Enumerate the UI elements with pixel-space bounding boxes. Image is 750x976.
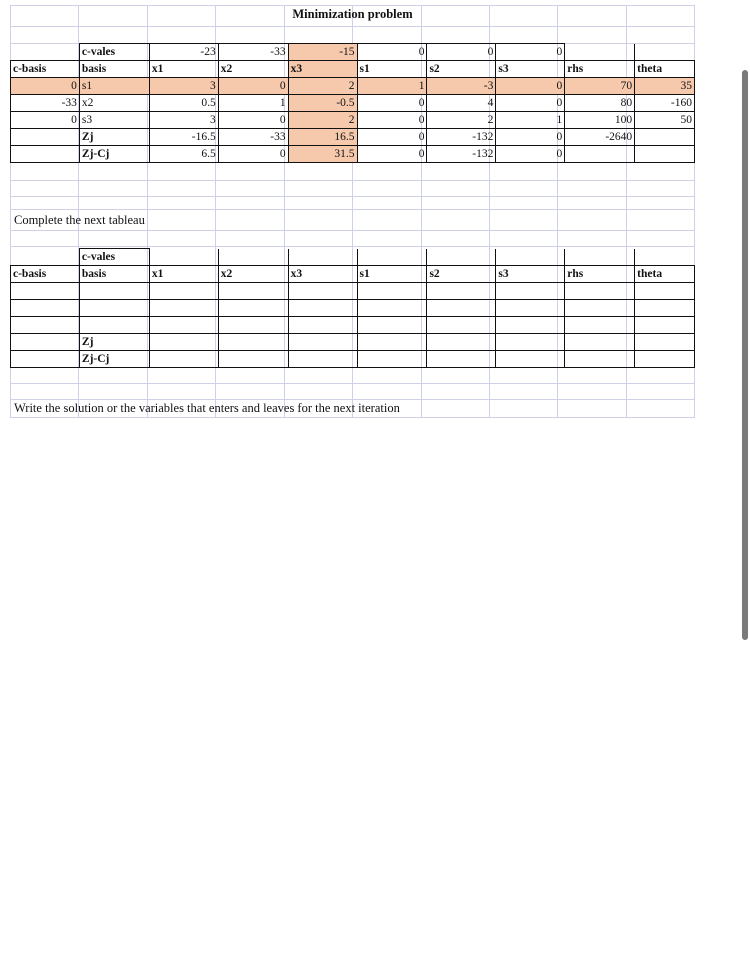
zjcj-label[interactable]: Zj-Cj [79,146,149,163]
table-row[interactable] [11,317,695,334]
zjcj-label[interactable]: Zj-Cj [79,351,149,368]
row-basis[interactable]: s3 [79,112,149,129]
header-s1[interactable]: s1 [357,61,427,78]
table-cell[interactable]: 0 [496,95,565,112]
table-row [11,95,695,112]
table-cell[interactable]: 31.5 [288,146,357,163]
zj-row [11,129,695,146]
table-cell[interactable]: 3 [149,78,218,95]
table-cell[interactable]: -16.5 [149,129,218,146]
cvalues-label[interactable]: c-vales [79,44,149,61]
zj-label[interactable]: Zj [79,334,149,351]
table-cell[interactable]: 0.5 [149,95,218,112]
table-cell[interactable]: 2 [288,78,357,95]
row-cbasis[interactable]: -33 [11,95,80,112]
cvalues-label[interactable]: c-vales [79,249,149,266]
table-cell[interactable]: 2 [427,112,496,129]
header-x1[interactable]: x1 [149,266,218,283]
table-cell[interactable]: -160 [635,95,695,112]
header-s3[interactable]: s3 [496,61,565,78]
table-cell[interactable]: 1 [496,112,565,129]
table-cell[interactable]: -2640 [565,129,635,146]
final-instruction: Write the solution or the variables that enters and leaves for the next iteration [14,401,400,415]
header-rhs[interactable]: rhs [565,266,635,283]
cvalue-s3[interactable]: 0 [496,44,565,61]
table-row [11,78,695,95]
zj-label[interactable]: Zj [79,129,149,146]
header-x3[interactable]: x3 [288,61,357,78]
header-s2[interactable]: s2 [427,266,496,283]
row-cbasis[interactable]: 0 [11,78,80,95]
table-cell[interactable]: 50 [635,112,695,129]
header-x1[interactable]: x1 [149,61,218,78]
header-x2[interactable]: x2 [218,266,288,283]
table-cell[interactable]: 0 [357,146,427,163]
table-cell[interactable]: -132 [427,129,496,146]
table-cell[interactable]: 0 [218,112,288,129]
header-x3[interactable]: x3 [288,266,357,283]
table-cell[interactable]: 1 [357,78,427,95]
table-cell[interactable]: 0 [357,112,427,129]
zjcj-row [11,146,695,163]
cvalues-row [11,249,695,266]
cvalue-x1[interactable]: -23 [149,44,218,61]
header-basis[interactable]: basis [79,266,149,283]
header-s2[interactable]: s2 [427,61,496,78]
sheet-title: Minimization problem [292,7,413,21]
header-x2[interactable]: x2 [218,61,288,78]
table-cell[interactable]: 0 [218,78,288,95]
table-cell[interactable] [635,146,695,163]
table-cell[interactable]: 0 [496,146,565,163]
header-row [11,266,695,283]
table-cell[interactable] [635,129,695,146]
next-tableau-instruction: Complete the next tableau [14,213,145,227]
table-cell[interactable]: -0.5 [288,95,357,112]
table-row[interactable] [11,283,695,300]
zjcj-row [11,351,695,368]
table-row [11,112,695,129]
table-cell[interactable]: 16.5 [288,129,357,146]
table-cell[interactable]: 80 [565,95,635,112]
table-cell[interactable]: 0 [496,78,565,95]
table-row[interactable] [11,300,695,317]
zj-row [11,334,695,351]
table-cell[interactable]: 3 [149,112,218,129]
table-cell[interactable]: 0 [357,129,427,146]
cvalue-x3[interactable]: -15 [288,44,357,61]
cvalue-s1[interactable]: 0 [357,44,427,61]
table-cell[interactable]: 0 [496,129,565,146]
header-rhs[interactable]: rhs [565,61,635,78]
header-cbasis[interactable]: c-basis [11,61,80,78]
table-cell[interactable]: -33 [218,129,288,146]
table-cell[interactable]: -132 [427,146,496,163]
cvalues-row [11,44,695,61]
table-cell[interactable]: 1 [218,95,288,112]
row-basis[interactable]: x2 [79,95,149,112]
table-cell[interactable]: 2 [288,112,357,129]
header-basis[interactable]: basis [79,61,149,78]
header-row [11,61,695,78]
table-cell[interactable]: -3 [427,78,496,95]
table-cell[interactable]: 0 [218,146,288,163]
row-basis[interactable]: s1 [79,78,149,95]
table-cell[interactable] [565,146,635,163]
table-cell[interactable]: 70 [565,78,635,95]
table-cell[interactable]: 6.5 [149,146,218,163]
vertical-scrollbar[interactable] [742,70,748,640]
cvalue-x2[interactable]: -33 [218,44,288,61]
row-cbasis[interactable]: 0 [11,112,80,129]
table-cell[interactable]: 0 [357,95,427,112]
header-s3[interactable]: s3 [496,266,565,283]
header-theta[interactable]: theta [635,61,695,78]
header-theta[interactable]: theta [635,266,695,283]
tableau-1 [10,43,695,163]
cvalue-s2[interactable]: 0 [427,44,496,61]
header-s1[interactable]: s1 [357,266,427,283]
table-cell[interactable]: 35 [635,78,695,95]
table-cell[interactable]: 100 [565,112,635,129]
tableau-2 [10,248,695,368]
table-cell[interactable]: 4 [427,95,496,112]
header-cbasis[interactable]: c-basis [11,266,80,283]
